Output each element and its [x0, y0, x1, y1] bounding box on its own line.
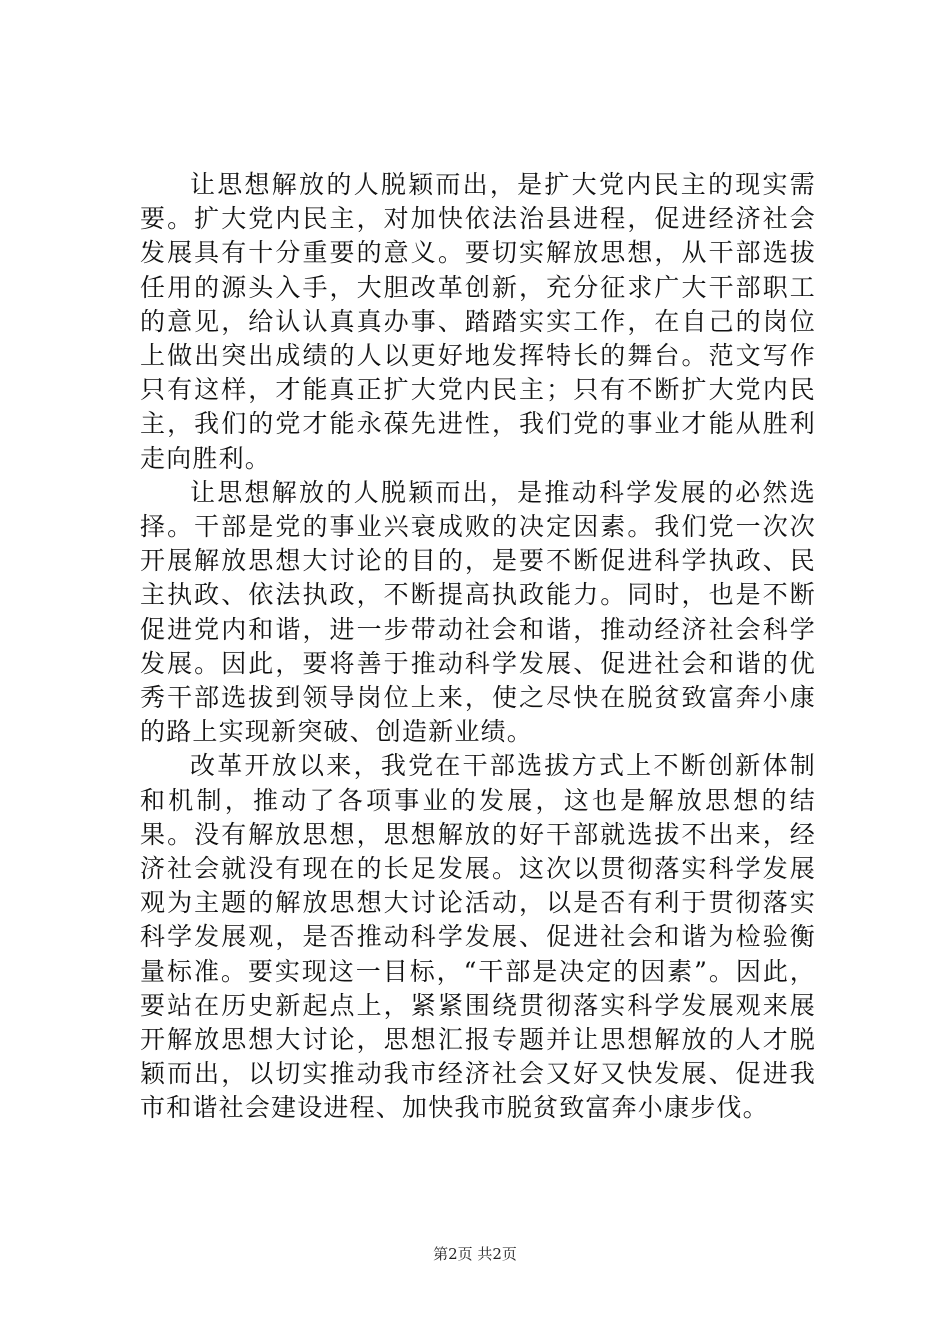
- paragraph-2: 让思想解放的人脱颖而出，是推动科学发展的必然选择。干部是党的事业兴衰成败的决定因素。我们党一次次开展解放思想大讨论的目的，是要不断促进科学执政、民主执政、依法执政，不断提高执政能力。同时，也是不断促进党内和谐，进一步带动社会和谐，推动经济社会科学发展。因此，要将善于推动科学发展、促进社会和谐的优秀干部选拔到领导岗位上来，使之尽快在脱贫致富奔小康的路上实现新突破、创造新业绩。: [140, 477, 816, 747]
- document-body: [140, 168, 816, 1126]
- paragraph-1: 让思想解放的人脱颖而出，是扩大党内民主的现实需要。扩大党内民主，对加快依法治县进程，促进经济社会发展具有十分重要的意义。要切实解放思想，从干部选拔任用的源头入手，大胆改革创新，充分征求广大干部职工的意见，给认认真真办事、踏踏实实工作，在自己的岗位上做出突出成绩的人以更好地发挥特长的舞台。范文写作只有这样，才能真正扩大党内民主；只有不断扩大党内民主，我们的党才能永葆先进性，我们党的事业才能从胜利走向胜利。: [140, 170, 816, 473]
- page-footer: 第2页 共2页: [433, 1245, 517, 1263]
- paragraph-3: 改革开放以来，我党在干部选拔方式上不断创新体制和机制，推动了各项事业的发展，这也是解放思想的结果。没有解放思想，思想解放的好干部就选拔不出来，经济社会就没有现在的长足发展。这次以贯彻落实科学发展观为主题的解放思想大讨论活动，以是否有利于贯彻落实科学发展观，是否推动科学发展、促进社会和谐为检验衡量标准。要实现这一目标，“干部是决定的因素”。因此，要站在历史新起点上，紧紧围绕贯彻落实科学发展观来展开解放思想大讨论，思想汇报专题并让思想解放的人才脱颖而出，以切实推动我市经济社会又好又快发展、促进我市和谐社会建设进程、加快我市脱贫致富奔小康步伐。: [140, 751, 816, 1123]
